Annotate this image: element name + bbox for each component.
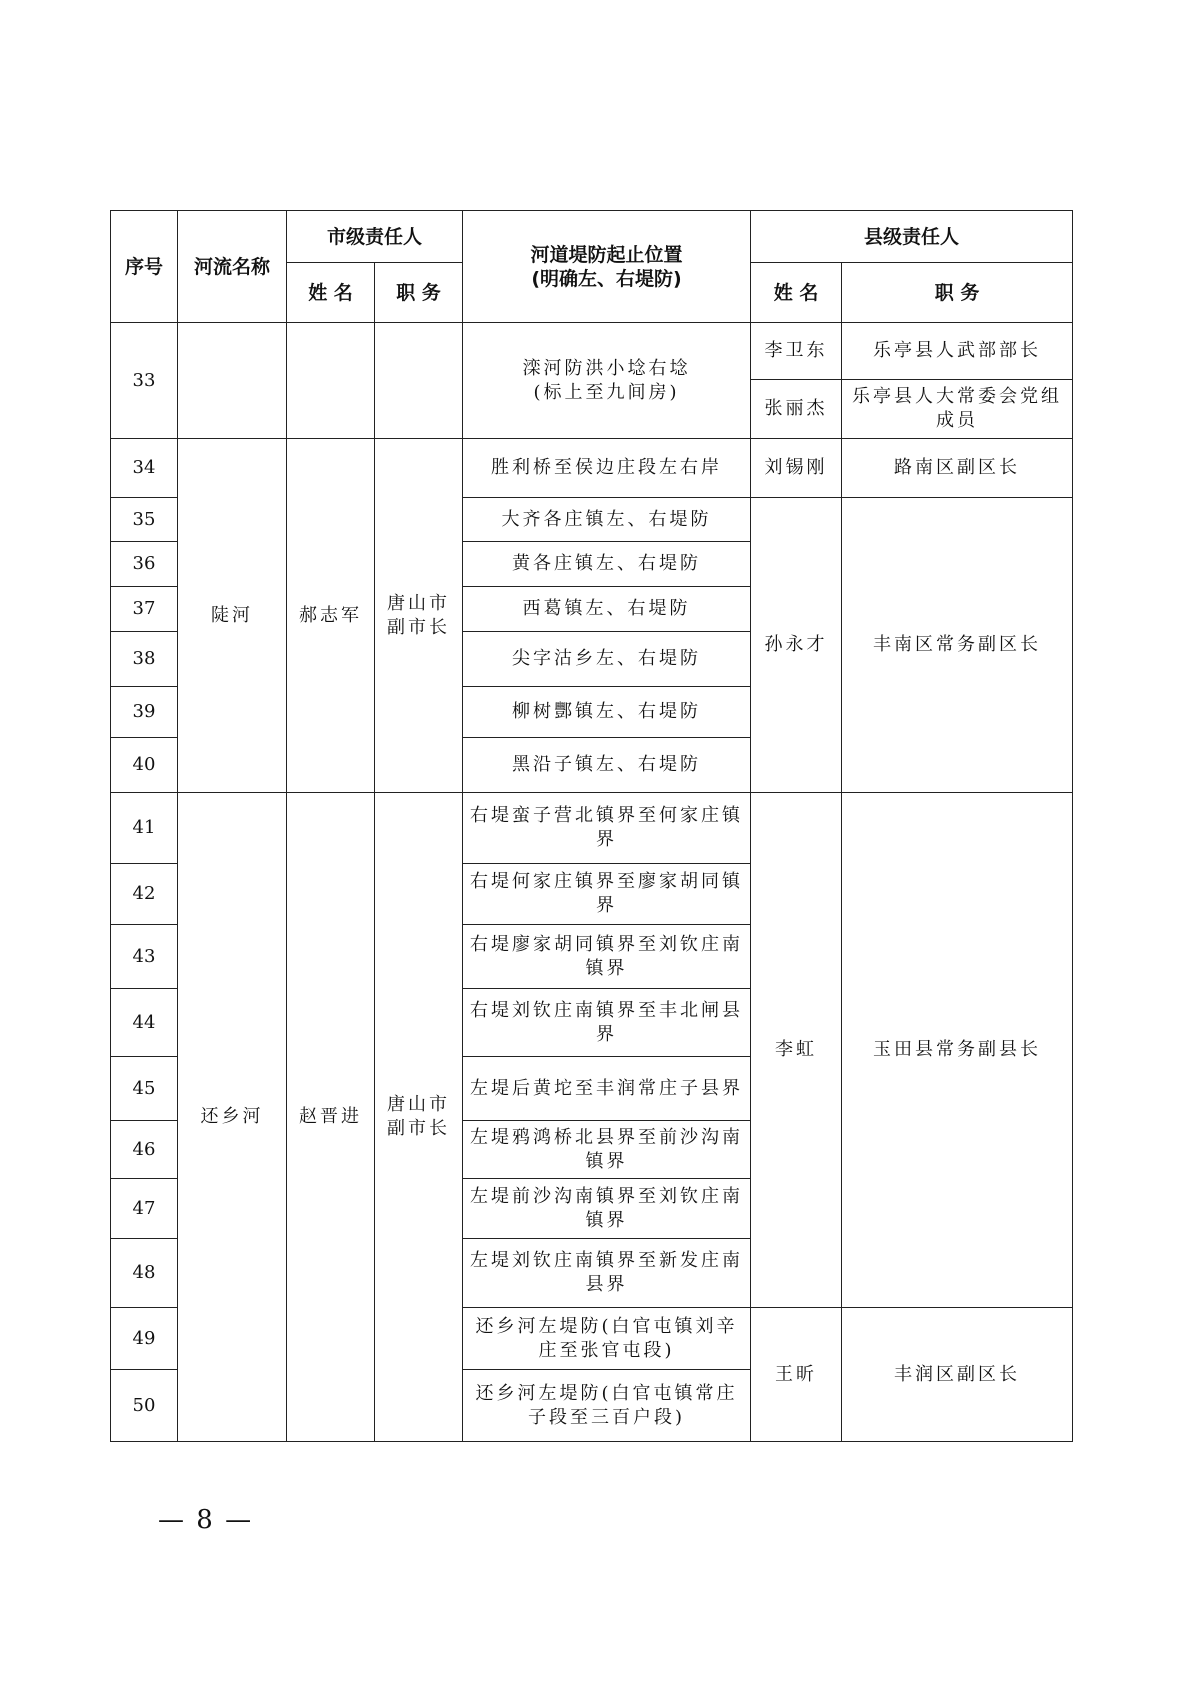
location-cell: 左堤后黄坨至丰润常庄子县界 — [463, 1057, 751, 1121]
county-name-cell: 李卫东 — [751, 323, 842, 380]
location-cell: 右堤蛮子营北镇界至何家庄镇界 — [463, 793, 751, 864]
location-cell: 左堤刘钦庄南镇界至新发庄南县界 — [463, 1239, 751, 1308]
header-location — [463, 211, 751, 323]
location-cell: 西葛镇左、右堤防 — [463, 587, 751, 632]
seq-cell: 44 — [111, 989, 178, 1057]
county-name-cell: 李虹 — [751, 793, 842, 1308]
page-number: — 8 — — [158, 1505, 254, 1535]
table-row — [111, 439, 1073, 498]
county-name-cell: 刘锡刚 — [751, 439, 842, 498]
location-cell: 柳树酆镇左、右堤防 — [463, 687, 751, 738]
table-row — [111, 793, 1073, 864]
seq-cell: 45 — [111, 1057, 178, 1121]
header-location-line2: (明确左、右堤防) — [531, 267, 682, 290]
seq-cell: 34 — [111, 439, 178, 498]
river-cell: 还乡河 — [178, 793, 287, 1442]
location-cell: 尖字沽乡左、右堤防 — [463, 632, 751, 687]
city-post-cell: 唐山市 副市长 — [375, 439, 463, 793]
header-city-name: 姓 名 — [287, 263, 375, 323]
city-post-cell — [375, 323, 463, 439]
location-cell: 大齐各庄镇左、右堤防 — [463, 498, 751, 542]
header-county-name: 姓 名 — [751, 263, 842, 323]
header-location-line1: 河道堤防起止位置 — [530, 243, 683, 266]
location-cell: 右堤刘钦庄南镇界至丰北闸县界 — [463, 989, 751, 1057]
location-cell: 左堤前沙沟南镇界至刘钦庄南镇界 — [463, 1179, 751, 1239]
county-name-cell: 张丽杰 — [751, 380, 842, 439]
county-post-cell: 路南区副区长 — [842, 439, 1073, 498]
location-cell: 还乡河左堤防(白官屯镇常庄子段至三百户段) — [463, 1370, 751, 1442]
seq-cell: 49 — [111, 1308, 178, 1370]
seq-cell: 37 — [111, 587, 178, 632]
city-name-cell — [287, 323, 375, 439]
location-cell: 右堤廖家胡同镇界至刘钦庄南镇界 — [463, 925, 751, 989]
location-cell: 黄各庄镇左、右堤防 — [463, 542, 751, 587]
seq-cell: 33 — [111, 323, 178, 439]
city-name-cell: 郝志军 — [287, 439, 375, 793]
county-post-cell: 玉田县常务副县长 — [842, 793, 1073, 1308]
county-post-cell: 丰润区副区长 — [842, 1308, 1073, 1442]
county-post-cell: 丰南区常务副区长 — [842, 498, 1073, 793]
seq-cell: 39 — [111, 687, 178, 738]
seq-cell: 35 — [111, 498, 178, 542]
county-post-cell: 乐亭县人武部部长 — [842, 323, 1073, 380]
location-cell: 胜利桥至侯边庄段左右岸 — [463, 439, 751, 498]
location-cell: 还乡河左堤防(白官屯镇刘辛庄至张官屯段) — [463, 1308, 751, 1370]
seq-cell: 43 — [111, 925, 178, 989]
location-cell: 黑沿子镇左、右堤防 — [463, 738, 751, 793]
seq-cell: 40 — [111, 738, 178, 793]
seq-cell: 46 — [111, 1121, 178, 1179]
seq-cell: 50 — [111, 1370, 178, 1442]
seq-cell: 36 — [111, 542, 178, 587]
city-name-cell: 赵晋进 — [287, 793, 375, 1442]
city-post-cell: 唐山市 副市长 — [375, 793, 463, 1442]
seq-cell: 38 — [111, 632, 178, 687]
seq-cell: 41 — [111, 793, 178, 864]
river-cell: 陡河 — [178, 439, 287, 793]
river-cell — [178, 323, 287, 439]
seq-cell: 47 — [111, 1179, 178, 1239]
header-city-level: 市级责任人 — [287, 211, 463, 263]
header-seq: 序号 — [111, 211, 178, 323]
seq-cell: 48 — [111, 1239, 178, 1308]
responsibility-table — [110, 210, 1073, 1442]
seq-cell: 42 — [111, 864, 178, 925]
location-cell: 滦河防洪小埝右埝 (标上至九间房) — [463, 323, 751, 439]
county-post-cell: 乐亭县人大常委会党组成员 — [842, 380, 1073, 439]
table-row — [111, 323, 1073, 380]
header-county-level: 县级责任人 — [751, 211, 1073, 263]
location-cell: 右堤何家庄镇界至廖家胡同镇界 — [463, 864, 751, 925]
header-county-post: 职 务 — [842, 263, 1073, 323]
header-city-post: 职 务 — [375, 263, 463, 323]
county-name-cell: 王昕 — [751, 1308, 842, 1442]
county-name-cell: 孙永才 — [751, 498, 842, 793]
header-river-name: 河流名称 — [178, 211, 287, 323]
location-cell: 左堤鸦鸿桥北县界至前沙沟南镇界 — [463, 1121, 751, 1179]
